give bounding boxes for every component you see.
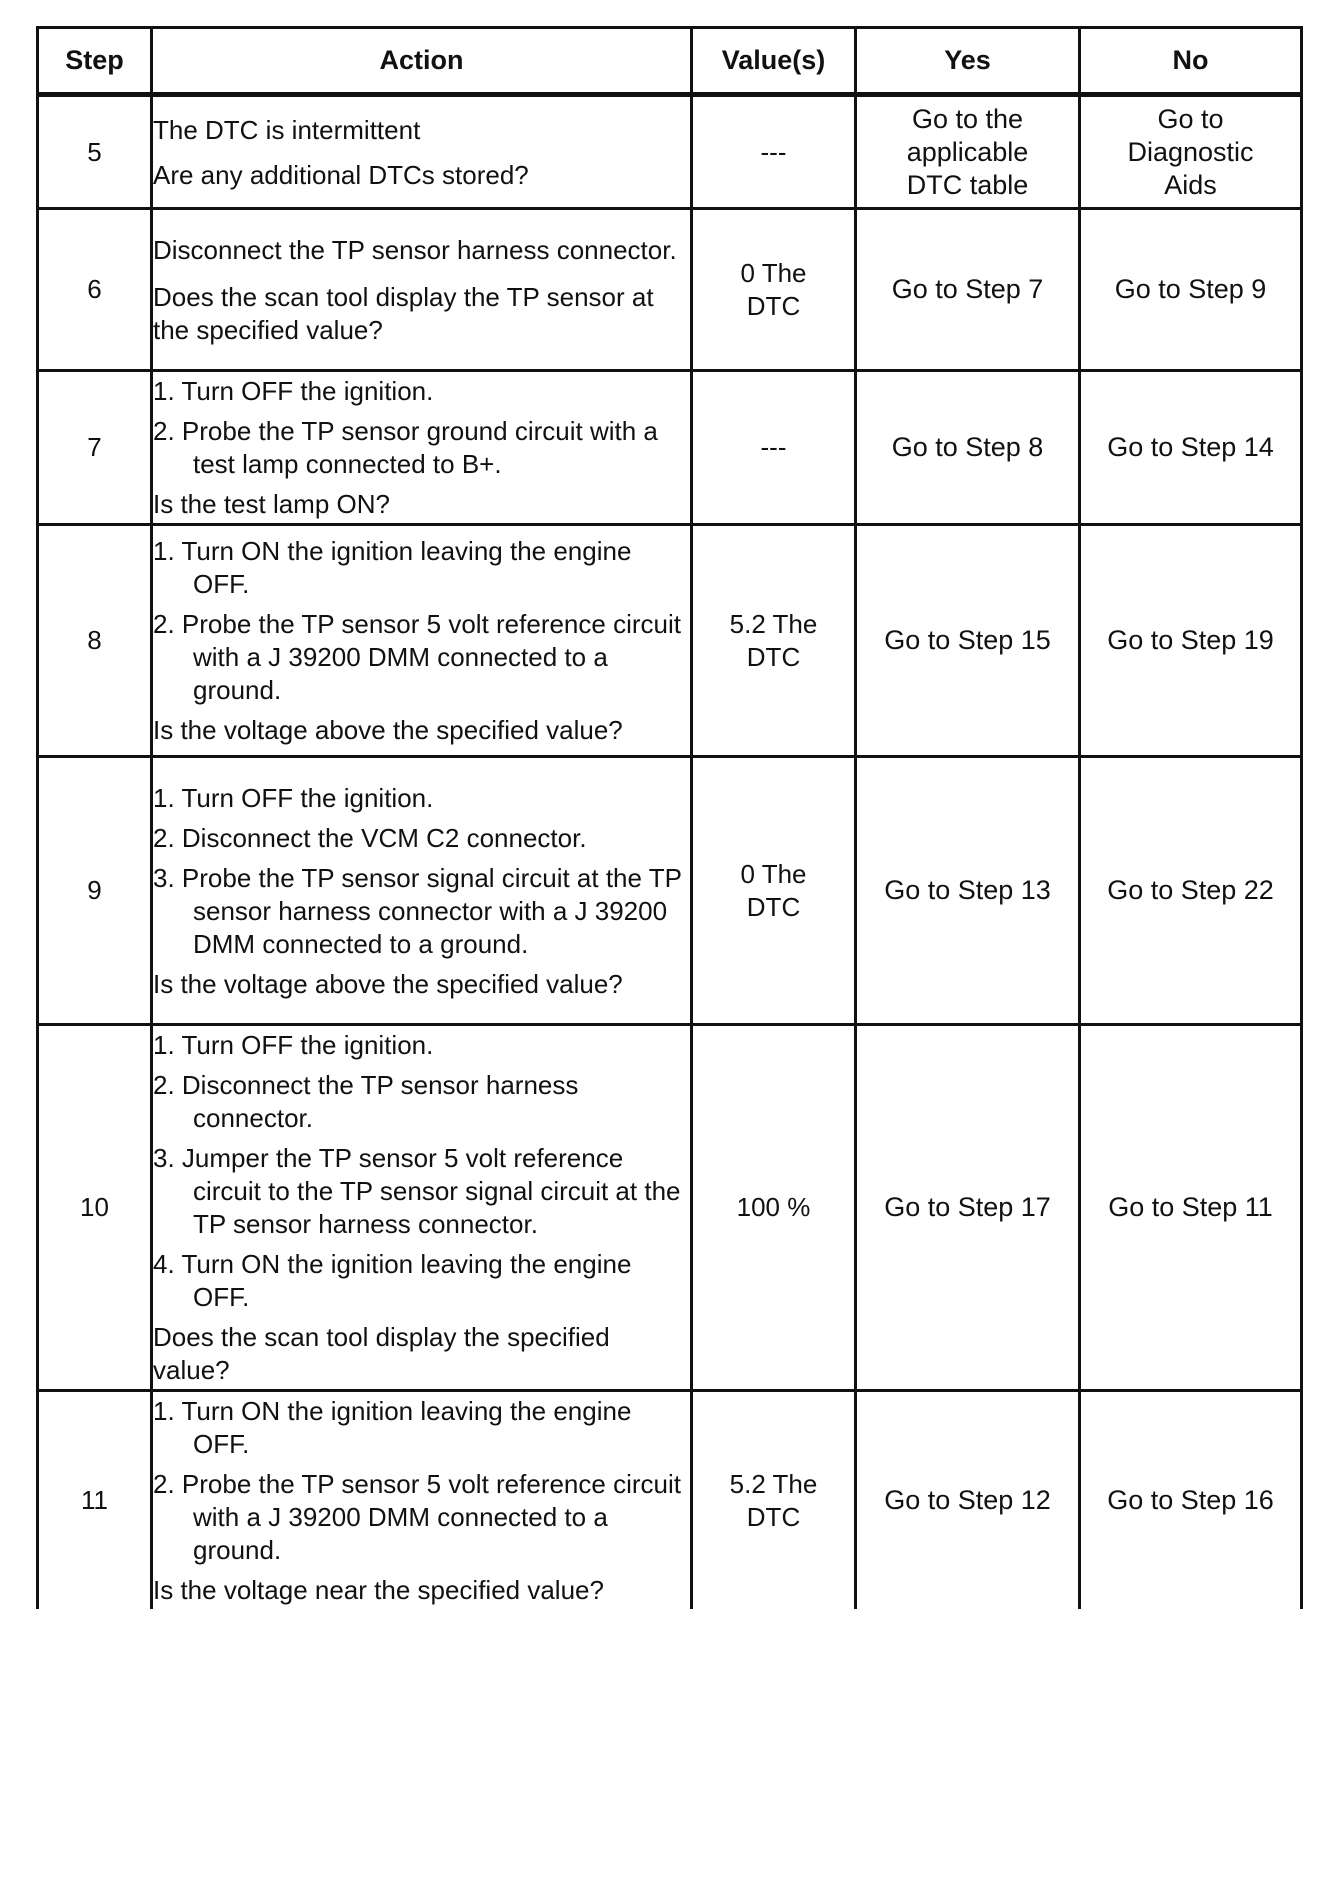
yes-cell: [856, 1025, 1080, 1391]
action-cell: [152, 371, 692, 525]
table-row: [38, 209, 1302, 371]
action-item: 2. Probe the TP sensor 5 volt reference circuit with a J 39200 DMM connected to a ground.: [153, 1469, 681, 1565]
no-cell: [1080, 209, 1302, 371]
no-text: Go to Step 14: [1107, 432, 1274, 462]
header-yes: Yes: [856, 28, 1080, 95]
value-text: ---: [760, 136, 787, 167]
action-line: Disconnect the TP sensor harness connector.: [153, 234, 677, 265]
table-row: [38, 95, 1302, 209]
action-item: 2. Disconnect the VCM C2 connector.: [153, 822, 587, 853]
table-row: [38, 1391, 1302, 1610]
header-values: Value(s): [692, 28, 856, 95]
step-number: 9: [38, 757, 152, 1025]
action-item: 4. Turn ON the ignition leaving the engine OFF.: [153, 1249, 632, 1312]
no-cell: [1080, 757, 1302, 1025]
action-question: Is the test lamp ON?: [153, 489, 390, 519]
no-text: Go to Step 9: [1114, 274, 1267, 304]
table-header-row: [38, 28, 1302, 95]
action-cell: [152, 1391, 692, 1610]
step-number: 5: [38, 95, 152, 209]
action-cell: [152, 209, 692, 371]
no-cell: [1080, 1025, 1302, 1391]
value-text: 0 The DTC: [740, 257, 807, 321]
table-row: [38, 525, 1302, 757]
action-item: 3. Probe the TP sensor signal circuit at the TP sensor harness connector with a J 39200 DMM connected to a ground.: [153, 862, 682, 959]
table-row: [38, 757, 1302, 1025]
action-item: 1. Turn ON the ignition leaving the engine OFF.: [153, 536, 632, 599]
value-cell: [692, 1391, 856, 1610]
yes-text: Go to Step 7: [891, 274, 1044, 304]
action-cell: [152, 95, 692, 209]
action-question: Is the voltage above the specified value?: [153, 715, 623, 745]
yes-text: Go to Step 13: [884, 875, 1051, 905]
step-number: 8: [38, 525, 152, 757]
action-item: 1. Turn OFF the ignition.: [153, 1030, 434, 1060]
value-text: 100 %: [736, 1192, 811, 1222]
header-no: No: [1080, 28, 1302, 95]
no-text: Go to Step 16: [1107, 1485, 1274, 1515]
value-text: 5.2 The DTC: [729, 608, 818, 672]
value-cell: [692, 757, 856, 1025]
action-item: 1. Turn ON the ignition leaving the engine OFF.: [153, 1396, 632, 1459]
yes-cell: [856, 757, 1080, 1025]
no-cell: [1080, 525, 1302, 757]
yes-text: Go to Step 12: [884, 1485, 1051, 1515]
step-number: 10: [38, 1025, 152, 1391]
action-item: 3. Jumper the TP sensor 5 volt reference circuit to the TP sensor signal circuit at the TP sensor harness connector.: [153, 1143, 681, 1239]
yes-cell: [856, 95, 1080, 209]
action-cell: [152, 757, 692, 1025]
no-cell: [1080, 371, 1302, 525]
table-row: [38, 1025, 1302, 1391]
action-question: Does the scan tool display the TP sensor at the specified value?: [153, 281, 654, 345]
value-text: 0 The DTC: [740, 858, 807, 922]
diagnostic-table: [36, 26, 1303, 1609]
value-text: ---: [760, 432, 787, 462]
table-row: [38, 371, 1302, 525]
yes-cell: [856, 371, 1080, 525]
action-item: 2. Probe the TP sensor ground circuit with a test lamp connected to B+.: [153, 416, 658, 479]
diagnostic-table-page: [36, 26, 1300, 1609]
action-item: 2. Probe the TP sensor 5 volt reference circuit with a J 39200 DMM connected to a ground.: [153, 609, 681, 705]
yes-cell: [856, 525, 1080, 757]
value-cell: [692, 1025, 856, 1391]
no-cell: [1080, 95, 1302, 209]
yes-cell: [856, 209, 1080, 371]
header-action: Action: [152, 28, 692, 95]
action-cell: [152, 525, 692, 757]
yes-text: Go to Step 17: [884, 1192, 1051, 1222]
value-cell: [692, 209, 856, 371]
step-number: 7: [38, 371, 152, 525]
yes-text: Go to Step 8: [891, 432, 1044, 462]
no-text: Go to Step 19: [1107, 625, 1274, 655]
action-item: 2. Disconnect the TP sensor harness connector.: [153, 1070, 579, 1133]
no-text: Go to Step 22: [1107, 875, 1274, 905]
step-number: 11: [38, 1391, 152, 1610]
action-question: Are any additional DTCs stored?: [153, 159, 529, 190]
step-number: 6: [38, 209, 152, 371]
value-cell: [692, 95, 856, 209]
value-text: 5.2 The DTC: [729, 1468, 818, 1532]
no-text: Go to Diagnostic Aids: [1127, 103, 1254, 200]
yes-cell: [856, 1391, 1080, 1610]
no-cell: [1080, 1391, 1302, 1610]
action-question: Is the voltage above the specified value?: [153, 968, 623, 999]
action-question: Does the scan tool display the specified value?: [153, 1322, 610, 1385]
header-step: Step: [38, 28, 152, 95]
action-item: 1. Turn OFF the ignition.: [153, 782, 434, 813]
action-line: The DTC is intermittent: [153, 114, 421, 145]
action-cell: [152, 1025, 692, 1391]
no-text: Go to Step 11: [1108, 1192, 1273, 1222]
yes-text: Go to the applicable DTC table: [906, 103, 1029, 200]
value-cell: [692, 371, 856, 525]
value-cell: [692, 525, 856, 757]
action-item: 1. Turn OFF the ignition.: [153, 376, 434, 406]
action-question: Is the voltage near the specified value?: [153, 1575, 604, 1605]
yes-text: Go to Step 15: [884, 625, 1051, 655]
